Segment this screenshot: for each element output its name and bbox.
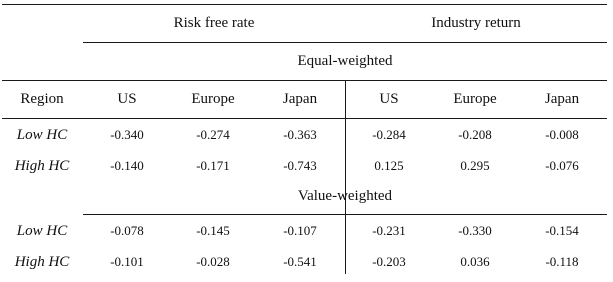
table-cell: -0.541: [283, 254, 317, 269]
table-cell: -0.743: [283, 158, 317, 173]
table-cell: -0.208: [458, 127, 492, 142]
column-header-rf-us: US: [117, 91, 137, 107]
column-divider: [345, 80, 346, 274]
column-header-rf-europe: Europe: [191, 91, 235, 107]
table-cell: -0.145: [196, 223, 230, 238]
table-cell: -0.231: [372, 223, 406, 238]
table-cell: -0.284: [372, 127, 406, 142]
table-cell: -0.107: [283, 223, 317, 238]
table-cell: -0.330: [458, 223, 492, 238]
row-label-high-hc: High HC: [14, 254, 70, 270]
table-cell: 0.295: [460, 158, 490, 173]
table-cell: -0.171: [196, 158, 230, 173]
row-label-low-hc: Low HC: [16, 223, 68, 239]
table-cell: -0.340: [110, 127, 144, 142]
group-header-industry-return: Industry return: [431, 15, 521, 31]
table-cell: -0.008: [545, 127, 579, 142]
table-cell: -0.028: [196, 254, 230, 269]
table-cell: -0.154: [545, 223, 579, 238]
group-header-rule: [83, 42, 607, 43]
group-header-risk-free-rate: Risk free rate: [173, 15, 255, 31]
table-cell: -0.363: [283, 127, 317, 142]
table-cell: -0.076: [545, 158, 579, 173]
top-rule: [2, 4, 607, 5]
panel-title-value-weighted: Value-weighted: [297, 188, 393, 204]
table-cell: -0.101: [110, 254, 144, 269]
table-cell: 0.036: [460, 254, 490, 269]
table-cell: -0.274: [196, 127, 230, 142]
column-header-ir-us: US: [379, 91, 399, 107]
panel-title-equal-weighted: Equal-weighted: [297, 53, 393, 69]
column-header-rf-japan: Japan: [282, 91, 318, 107]
row-label-low-hc: Low HC: [16, 127, 68, 143]
column-header-region: Region: [20, 91, 64, 107]
table-cell: 0.125: [374, 158, 404, 173]
panel1-title-rule: [2, 80, 607, 81]
column-header-ir-japan: Japan: [544, 91, 580, 107]
table-cell: -0.118: [545, 254, 579, 269]
table-cell: -0.203: [372, 254, 406, 269]
row-label-high-hc: High HC: [14, 158, 70, 174]
table-cell: -0.140: [110, 158, 144, 173]
column-header-ir-europe: Europe: [453, 91, 497, 107]
table-cell: -0.078: [110, 223, 144, 238]
column-header-rule: [2, 118, 607, 119]
